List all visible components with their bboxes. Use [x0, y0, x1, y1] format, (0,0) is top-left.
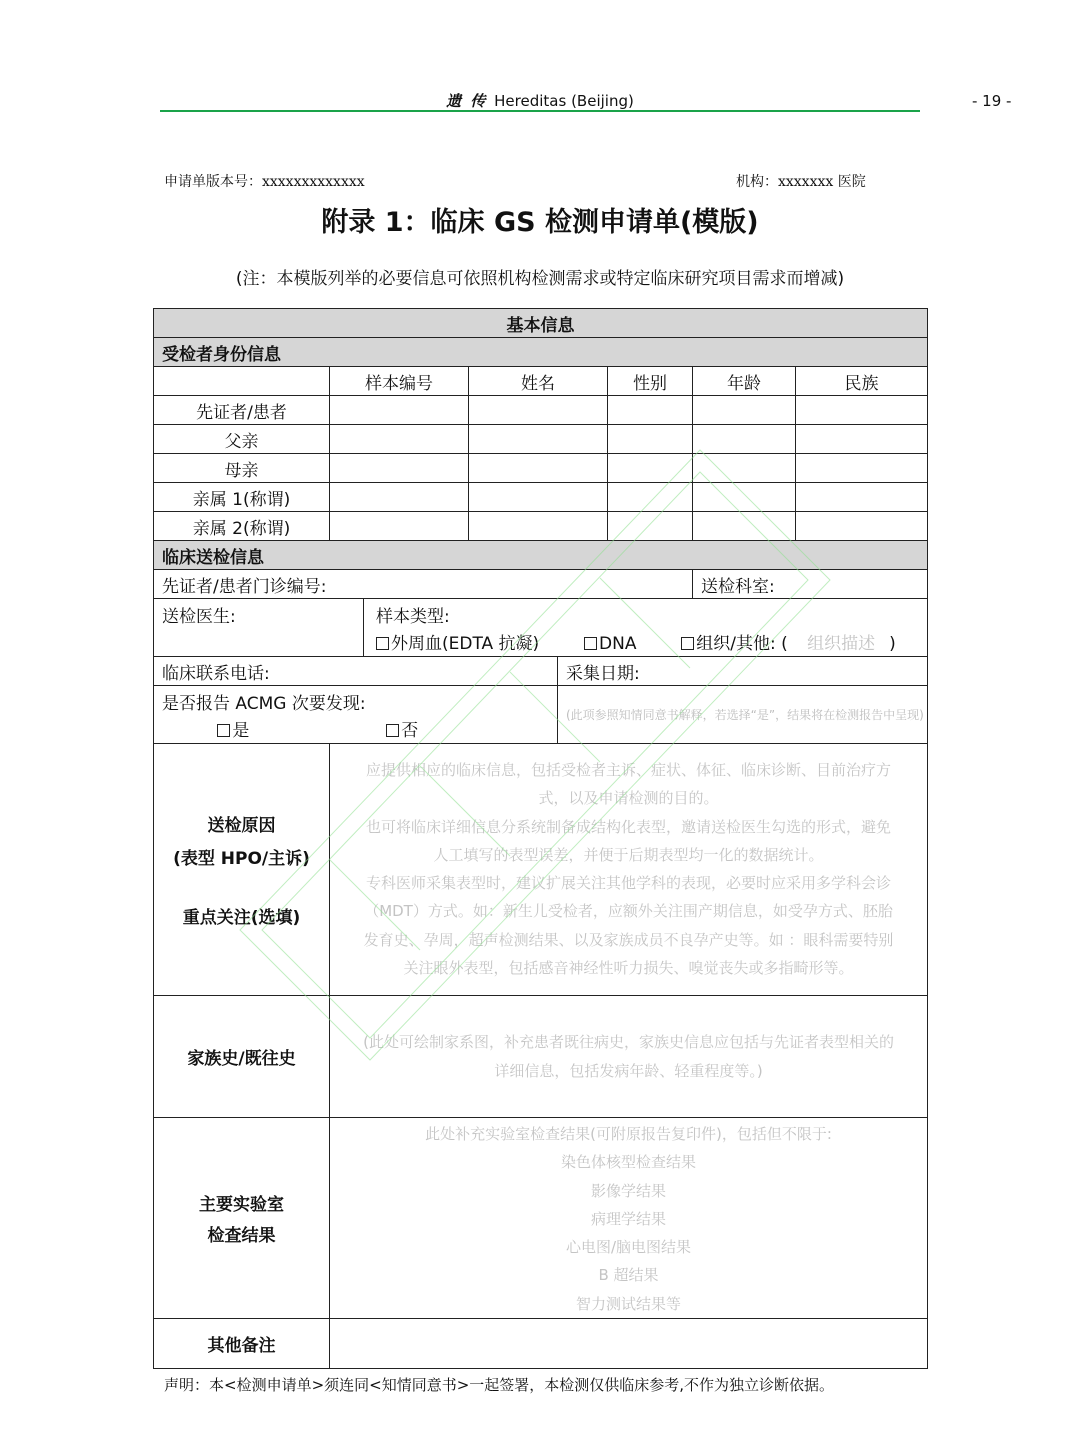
remarks-field[interactable]: [330, 1319, 928, 1369]
acmg-options: [162, 716, 549, 741]
acmg-question: 是否报告 ACMG 次要发现:: [162, 694, 366, 714]
sex-field[interactable]: [608, 512, 693, 541]
form-version: 申请单版本号：xxxxxxxxxxxxx: [164, 174, 365, 190]
age-field[interactable]: [693, 425, 796, 454]
subject-label: 亲属 1(称谓): [154, 483, 330, 512]
acmg-yes-checkbox[interactable]: [217, 724, 230, 737]
sex-field[interactable]: [608, 483, 693, 512]
doctor-field[interactable]: 送检医生:: [154, 599, 364, 657]
ethnicity-field[interactable]: [796, 483, 928, 512]
sample-type-options: [376, 629, 919, 654]
subject-label: 亲属 2(称谓): [154, 512, 330, 541]
subject-label: 母亲: [154, 454, 330, 483]
page-number: - 19 -: [972, 92, 1012, 110]
col-ethnicity: 民族: [796, 367, 928, 396]
footer-statement: 声明：本<检测申请单>须连同<知情同意书>一起签署，本检测仅供临床参考,不作为独立诊断依据。: [164, 1376, 835, 1394]
lab-results-label: 主要实验室: [199, 1195, 284, 1216]
column-header-row: [154, 367, 928, 396]
collection-date-field[interactable]: 采集日期:: [558, 657, 928, 686]
lab-hint-line: B 超结果: [598, 1266, 659, 1285]
age-field[interactable]: [693, 512, 796, 541]
lab-hint-line: 此处补充实验室检查结果(可附原报告复印件)，包括但不限于:: [425, 1125, 832, 1143]
age-field[interactable]: [693, 396, 796, 425]
acmg-no-checkbox[interactable]: [386, 724, 399, 737]
acmg-yes-label: 是: [232, 721, 250, 741]
acmg-no-label: 否: [401, 721, 419, 741]
template-note: (注：本模版列举的必要信息可依照机构检测需求或特定临床研究项目需求而增减): [235, 269, 845, 289]
ethnicity-field[interactable]: [796, 512, 928, 541]
journal-name: Hereditas (Beijing): [494, 92, 634, 110]
sex-field[interactable]: [608, 396, 693, 425]
dna-option-label: DNA: [599, 634, 637, 654]
reason-hint-line: 人工填写的表型误差，并便于后期表型均一化的数据统计。: [433, 845, 824, 864]
reason-hint-line: 关注眼外表型，包括感音神经性听力损失、嗅觉丧失或多指畸形等。: [403, 959, 854, 978]
subject-label: 先证者/患者: [154, 396, 330, 425]
col-age: 年龄: [693, 367, 796, 396]
tissue-option-label: 组织/其他: (: [696, 634, 788, 654]
dna-checkbox[interactable]: [584, 637, 597, 650]
sample-id-field[interactable]: [330, 512, 469, 541]
sex-field[interactable]: [608, 454, 693, 483]
sample-id-field[interactable]: [330, 483, 469, 512]
journal-logo: 遗 传: [446, 92, 488, 110]
reason-hint-line: 式，以及申请检测的目的。: [538, 789, 719, 808]
family-hint-line: 详细信息，包括发病年龄、轻重程度等。): [494, 1061, 763, 1080]
name-field[interactable]: [469, 512, 608, 541]
phone-field[interactable]: 临床联系电话:: [154, 657, 558, 686]
tissue-description-field[interactable]: 组织描述: [807, 634, 876, 654]
institution: 机构：xxxxxxx 医院: [736, 174, 866, 190]
reason-hint-line: 应提供相应的临床信息，包括受检者主诉、症状、体征、临床诊断、目前治疗方: [366, 761, 892, 779]
lab-hint-line: 影像学结果: [591, 1181, 667, 1200]
subject-row: [154, 483, 928, 512]
sample-type-cell: [364, 599, 928, 657]
lab-hint-line: 病理学结果: [591, 1209, 667, 1228]
reason-hint-line: 也可将临床详细信息分系统制备成结构化表型，邀请送检医生勾选的形式，避免: [366, 817, 892, 836]
sample-id-field[interactable]: [330, 396, 469, 425]
family-hint-line: (此处可绘制家系图，补充患者既往病史，家族史信息应包括与先证者表型相关的: [363, 1033, 894, 1052]
ethnicity-field[interactable]: [796, 425, 928, 454]
tissue-checkbox[interactable]: [681, 637, 694, 650]
sample-type-label: 样本类型:: [376, 607, 450, 627]
reason-label-hpo: (表型 HPO/主诉): [173, 849, 310, 869]
sample-id-field[interactable]: [330, 454, 469, 483]
reason-label: 送检原因: [207, 816, 276, 836]
remarks-label: 其他备注: [154, 1319, 330, 1369]
sample-id-field[interactable]: [330, 425, 469, 454]
sex-field[interactable]: [608, 425, 693, 454]
blood-checkbox[interactable]: [376, 637, 389, 650]
outpatient-number-field[interactable]: 先证者/患者门诊编号:: [154, 570, 693, 599]
lab-hint-line: 心电图/脑电图结果: [566, 1238, 692, 1257]
acmg-hint: (此项参照知情同意书解释，若选择“是”，结果将在检测报告中呈现): [558, 686, 928, 744]
ethnicity-field[interactable]: [796, 454, 928, 483]
basic-info-heading: 基本信息: [154, 309, 928, 338]
lab-hint-line: 染色体核型检查结果: [561, 1153, 697, 1172]
lab-results-label-2: 检查结果: [207, 1226, 276, 1247]
subject-row: [154, 396, 928, 425]
journal-header: [160, 88, 920, 112]
page-title: 附录 1：临床 GS 检测申请单(模版): [321, 207, 759, 238]
clinical-info-section: 临床送检信息: [154, 541, 928, 570]
col-sample-id: 样本编号: [330, 367, 469, 396]
reason-hint-line: （MDT）方式。如：新生儿受检者，应额外关注围产期信息，如受孕方式、胚胎: [364, 902, 893, 921]
family-history-field[interactable]: [330, 996, 928, 1118]
ethnicity-field[interactable]: [796, 396, 928, 425]
corner-cell: [154, 367, 330, 396]
tissue-close-paren: ): [889, 634, 896, 654]
blood-option-label: 外周血(EDTA 抗凝): [391, 634, 540, 654]
subject-identity-section: 受检者身份信息: [154, 338, 928, 367]
lab-results-label-cell: [154, 1118, 330, 1319]
name-field[interactable]: [469, 425, 608, 454]
application-form-table: [153, 308, 928, 1369]
reason-hint-line: 专科医师采集表型时，建议扩展关注其他学科的表现，必要时应采用多学科会诊: [366, 874, 892, 893]
family-history-label: 家族史/既往史: [154, 996, 330, 1118]
focus-label: 重点关注(选填): [182, 908, 301, 928]
subject-label: 父亲: [154, 425, 330, 454]
journal-title: [160, 90, 920, 111]
reason-label-cell: [154, 744, 330, 996]
subject-row: [154, 454, 928, 483]
name-field[interactable]: [469, 396, 608, 425]
age-field[interactable]: [693, 483, 796, 512]
age-field[interactable]: [693, 454, 796, 483]
acmg-cell: [154, 686, 558, 744]
col-sex: 性别: [608, 367, 693, 396]
name-field[interactable]: [469, 454, 608, 483]
reason-hint-line: 发育史、孕周，超声检测结果、以及家族成员不良孕产史等。如 ：眼科需要特别: [363, 930, 894, 949]
col-name: 姓名: [469, 367, 608, 396]
lab-hint-line: 智力测试结果等: [576, 1294, 682, 1313]
department-field[interactable]: 送检科室:: [693, 570, 928, 599]
subject-row: [154, 425, 928, 454]
reason-field[interactable]: [330, 744, 928, 996]
lab-results-field[interactable]: [330, 1118, 928, 1319]
subject-row: [154, 512, 928, 541]
name-field[interactable]: [469, 483, 608, 512]
